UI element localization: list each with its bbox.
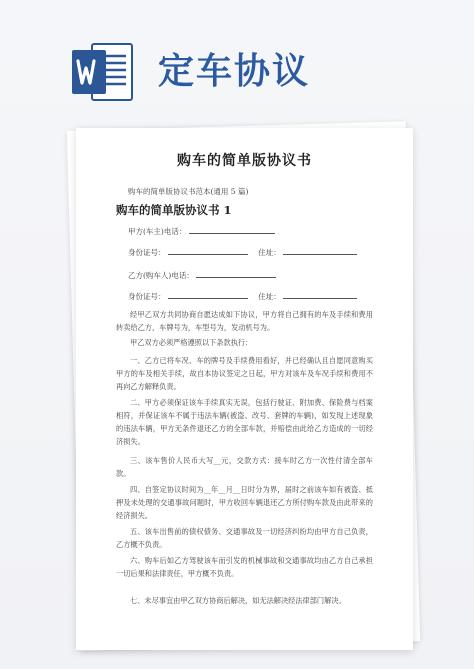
document-subtitle: 购车的简单版协议书范本(通用 5 篇) [128,187,249,196]
party-a-phone-field [128,225,275,237]
party-a-phone-label: 甲方(车主)电话： [128,227,187,236]
paragraph-clause-2: 二、甲方必须保证该车手续真实无误，包括行驶证、附加费、保险费与档案相符，并保证该车不属于违法车辆(被盗、改号、套牌的车辆)，如发现上述现象的违法车辆，甲方无条件退还乙方的全部车款，并赔偿由此给乙方造成的一切经济损失。 [116,398,373,446]
party-b-phone-blank [196,269,276,278]
word-doc-icon [70,40,136,104]
paragraph-clause-6: 六、购车后如乙方驾驶该车而引发的机械事故和交通事故均由乙方自己承担一切后果和法律责任，甲方概不负责。 [116,556,373,578]
party-b-phone-field [128,269,276,281]
party-b-id-blank [168,290,248,299]
party-a-phone-blank [189,225,275,234]
paragraph-clause-5: 五、该车出售前的债权债务、交通事故及一切经济纠纷均由甲方自己负责，乙方概不负责。 [116,527,373,549]
party-a-id-label: 身份证号： [128,248,166,257]
party-b-address-label: 住址： [258,292,281,301]
party-a-address-label: 住址： [258,248,281,257]
party-b-id-label: 身份证号： [128,292,166,301]
party-b-address-blank [283,290,357,299]
section-title: 购车的简单版协议书 1 [116,203,232,217]
paragraph-clause-1: 一、乙方已将车况、车的牌号及手续费用看好，并已经确认且自愿同意购买甲方的车及相关手续，故自本协议签定之日起，甲方对该车及车况手续和费用不再向乙方解释负责。 [116,356,373,391]
party-a-id-field [128,246,357,258]
paragraph-clause-4: 四、自签定协议时间为__年__月__日时分为界，届时之前该车如有被盗、抵押及未处理的交通事故问题时，甲方收回车辆退还乙方所付购车款及由此带来的经济损失。 [116,485,373,520]
paragraph-intro: 经甲乙双方共同协商自愿达成如下协议，甲方将自己拥有的车及手续和费用转卖给乙方，车牌号为，车型号为，发动机号为。 [116,310,373,332]
party-a-id-blank [168,246,248,255]
party-b-phone-label: 乙方(购车人)电话： [128,271,194,280]
header [70,40,410,110]
paragraph-clause-3: 三、该车售价人民币大写__元，交款方式：接车时乙方一次性付清全部车款。 [116,456,373,478]
document-title: 购车的简单版协议书 [177,153,312,169]
paragraph-clause-7: 七、未尽事宜由甲乙双方协商后解决，如无法解决经法律部门解决。 [130,596,346,605]
party-b-id-field [128,290,357,302]
party-a-address-blank [283,246,357,255]
header-title: 定车协议 [158,51,311,92]
paragraph-terms-header: 甲乙双方必须严格遵照以下条款执行： [130,338,253,347]
document-page [76,128,413,650]
